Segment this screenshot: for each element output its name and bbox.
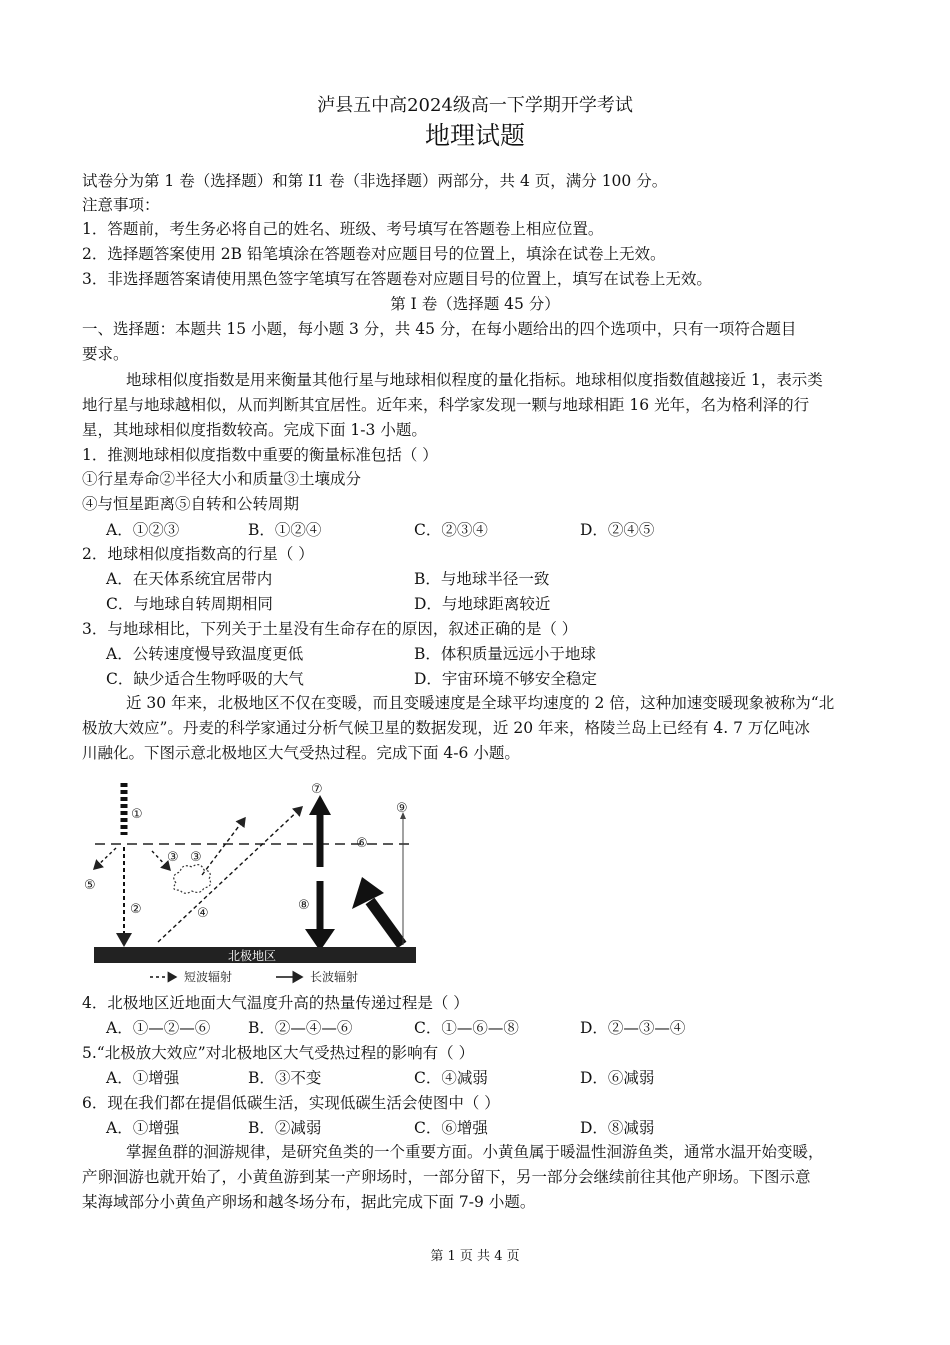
q6-option-c[interactable]: C．⑥增强 <box>414 1119 488 1137</box>
q1-option-d[interactable]: D．②④⑤ <box>580 521 655 539</box>
intro-line: 试卷分为第 1 卷（选择题）和第 I1 卷（非选择题）两部分，共 4 页，满分 100 分。 <box>82 172 668 190</box>
passage-2-line-3: 川融化。下图示意北极地区大气受热过程。完成下面 4-6 小题。 <box>82 744 520 762</box>
arrow-4b <box>202 818 245 875</box>
legend-long-label: 长波辐射 <box>310 970 359 984</box>
passage-3-line-2: 产卵洄游也就开始了，小黄鱼游到某一产卵场时，一部分留下，另一部分会继续前往其他产卵场。下图示意 <box>82 1168 811 1186</box>
question-1-stem: 1．推测地球相似度指数中重要的衡量标准包括（ ） <box>82 446 438 464</box>
label-5: ⑤ <box>84 878 96 893</box>
ground-label: 北极地区 <box>228 949 277 963</box>
section-instruction-1: 一、选择题：本题共 15 小题，每小题 3 分，共 45 分，在每小题给出的四个选项中，只有一项符合题目 <box>82 320 797 338</box>
q3-option-a[interactable]: A．公转速度慢导致温度更低 <box>106 645 304 663</box>
notice-item-1: 1．答题前，考生务必将自己的姓名、班级、考号填写在答题卷上相应位置。 <box>82 220 604 238</box>
notice-heading: 注意事项： <box>82 196 160 214</box>
label-3b: ③ <box>190 850 202 865</box>
label-1: ① <box>131 807 143 822</box>
passage-3-line-1: 掌握鱼群的洄游规律，是研究鱼类的一个重要方面。小黄鱼属于暖温性洄游鱼类，通常水温开始变暖， <box>126 1143 824 1161</box>
notice-item-2: 2．选择题答案使用 2B 铅笔填涂在答题卷对应题目号的位置上，填涂在试卷上无效。 <box>82 245 666 263</box>
section-title: 第 I 卷（选择题 45 分） <box>390 295 560 313</box>
q2-option-c[interactable]: C．与地球自转周期相同 <box>106 595 273 613</box>
label-3a: ③ <box>167 850 179 865</box>
q2-option-a[interactable]: A．在天体系统宜居带内 <box>106 570 273 588</box>
q1-option-c[interactable]: C．②③④ <box>414 521 488 539</box>
label-7: ⑦ <box>311 782 323 797</box>
notice-item-3: 3．非选择题答案请使用黑色签字笔填写在答题卷对应题目号的位置上，填写在试卷上无效。 <box>82 270 712 288</box>
passage-1-line-1: 地球相似度指数是用来衡量其他行星与地球相似程度的量化指标。地球相似度指数值越接近 1，表示类 <box>126 371 823 389</box>
page-footer: 第 1 页 共 4 页 <box>430 1249 520 1264</box>
passage-2-line-2: 极放大效应”。丹麦的科学家通过分析气候卫星的数据发现，近 20 年来，格陵兰岛上已经有 4. 7 万亿吨冰 <box>82 719 810 737</box>
q6-option-d[interactable]: D．⑧减弱 <box>580 1119 655 1137</box>
arrow-6 <box>370 901 402 945</box>
label-2: ② <box>130 902 142 917</box>
q4-option-c[interactable]: C．①—⑥—⑧ <box>414 1019 519 1037</box>
q3-option-d[interactable]: D．宇宙环境不够安全稳定 <box>414 670 597 688</box>
label-9: ⑨ <box>396 801 408 816</box>
q2-option-b[interactable]: B．与地球半径一致 <box>414 570 550 588</box>
label-8: ⑧ <box>298 898 310 913</box>
subject-title: 地理试题 <box>424 121 525 150</box>
passage-3-line-3: 某海域部分小黄鱼产卵场和越冬场分布，据此完成下面 7-9 小题。 <box>82 1193 536 1211</box>
legend-short-label: 短波辐射 <box>184 970 233 984</box>
label-4: ④ <box>197 906 209 921</box>
cloud-icon <box>174 865 211 894</box>
passage-1-line-2: 地行星与地球越相似，从而判断其宜居性。近年来，科学家发现一颗与地球相距 16 光年，名为格利泽的行 <box>82 396 810 414</box>
q6-option-a[interactable]: A．①增强 <box>106 1119 180 1137</box>
arrow-4 <box>158 807 302 942</box>
question-3-stem: 3．与地球相比，下列关于土星没有生命存在的原因，叙述正确的是（ ） <box>82 620 578 638</box>
q6-option-b[interactable]: B．②减弱 <box>248 1119 322 1137</box>
passage-1-line-3: 星，其地球相似度指数较高。完成下面 1-3 小题。 <box>82 421 427 439</box>
q3-option-b[interactable]: B．体积质量远远小于地球 <box>414 645 596 663</box>
q1-option-b[interactable]: B．①②④ <box>248 521 322 539</box>
question-4-stem: 4．北极地区近地面大气温度升高的热量传递过程是（ ） <box>82 994 469 1012</box>
question-5-stem: 5.“北极放大效应”对北极地区大气受热过程的影响有（ ） <box>82 1044 475 1062</box>
q4-option-d[interactable]: D．②—③—④ <box>580 1019 686 1037</box>
section-instruction-2: 要求。 <box>82 345 129 363</box>
q2-option-d[interactable]: D．与地球距离较近 <box>414 595 551 613</box>
question-1-items-1: ①行星寿命②半径大小和质量③土壤成分 <box>82 470 362 488</box>
question-1-items-2: ④与恒星距离⑤自转和公转周期 <box>82 495 300 513</box>
q3-option-c[interactable]: C．缺少适合生物呼吸的大气 <box>106 670 304 688</box>
q1-option-a[interactable]: A．①②③ <box>106 521 180 539</box>
q5-option-c[interactable]: C．④减弱 <box>414 1069 488 1087</box>
q4-option-b[interactable]: B．②—④—⑥ <box>248 1019 353 1037</box>
question-6-stem: 6．现在我们都在提倡低碳生活，实现低碳生活会使图中（ ） <box>82 1094 500 1112</box>
q5-option-a[interactable]: A．①增强 <box>106 1069 180 1087</box>
arrow-5 <box>94 848 116 869</box>
label-6: ⑥ <box>356 836 368 851</box>
q5-option-d[interactable]: D．⑥减弱 <box>580 1069 655 1087</box>
q5-option-b[interactable]: B．③不变 <box>248 1069 322 1087</box>
question-2-stem: 2．地球相似度指数高的行星（ ） <box>82 545 314 563</box>
atmosphere-heating-figure <box>80 775 425 990</box>
passage-2-line-1: 近 30 年来，北极地区不仅在变暖，而且变暖速度是全球平均速度的 2 倍，这种加速变暖现象被称为“北 <box>126 694 835 712</box>
q4-option-a[interactable]: A．①—②—⑥ <box>106 1019 211 1037</box>
school-title: 泸县五中高2024级高一下学期开学考试 <box>317 95 633 116</box>
